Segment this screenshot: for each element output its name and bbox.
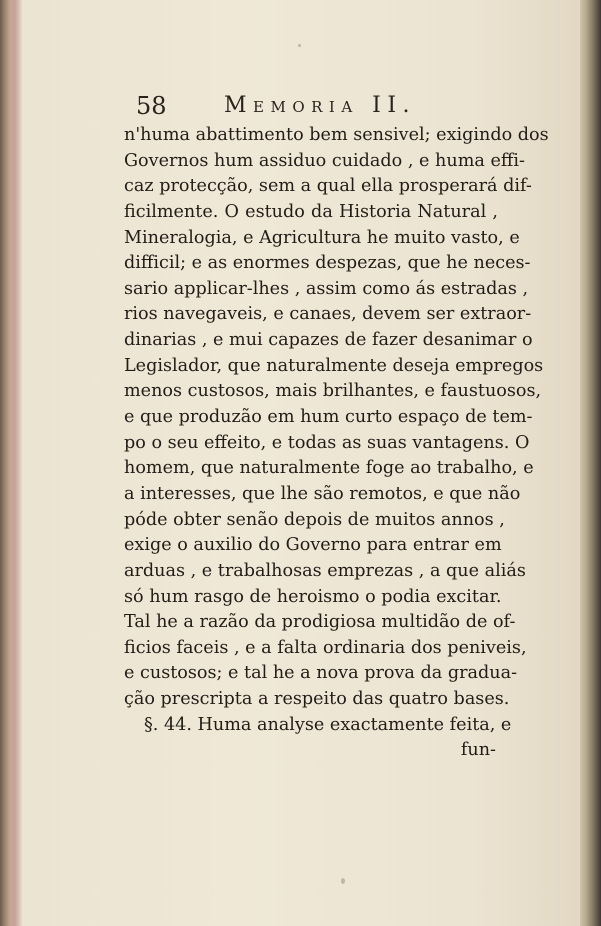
- text-line: ficios faceis , e a falta ordinaria dos peniveis,: [124, 637, 527, 658]
- text-line: rios navegaveis, e canaes, devem ser extraor-: [124, 304, 532, 325]
- text-line: menos custosos, mais brilhantes, e faustuosos,: [124, 381, 542, 402]
- text-line: a interesses, que lhe são remotos, e que não: [124, 483, 521, 504]
- text-line: póde obter senão depois de muitos annos ,: [124, 509, 505, 530]
- catchword: fun-: [460, 740, 496, 761]
- text-line: arduas , e trabalhosas emprezas , a que aliás: [124, 560, 526, 581]
- page-number: 58: [136, 92, 167, 120]
- book-binding-gutter: [0, 0, 22, 926]
- text-line: ficilmente. O estudo da Historia Natural ,: [124, 201, 498, 222]
- text-line: exige o auxilio do Governo para entrar em: [124, 535, 502, 556]
- text-line: ção prescripta a respeito das quatro bases.: [124, 689, 510, 710]
- page-edge-shadow: [580, 0, 601, 926]
- text-line: n'huma abattimento bem sensivel; exigindo dos: [124, 125, 549, 145]
- text-line: caz protecção, sem a qual ella prosperará dif-: [124, 176, 532, 197]
- text-line: Governos hum assiduo cuidado , e huma effi-: [124, 150, 525, 171]
- text-line: Legislador, que naturalmente deseja empregos: [124, 355, 544, 376]
- paper-speck: [341, 878, 345, 884]
- text-line: sario applicar-lhes , assim como ás estradas ,: [124, 278, 529, 299]
- text-line: dinarias , e mui capazes de fazer desanimar o: [124, 330, 533, 351]
- text-line: só hum rasgo de heroismo o podia excitar.: [124, 586, 502, 607]
- text-line: e custosos; e tal he a nova prova da gradua-: [124, 663, 518, 684]
- body-text: [124, 123, 549, 764]
- text-line: homem, que naturalmente foge ao trabalho, e: [124, 458, 534, 479]
- text-line: Tal he a razão da prodigiosa multidão de of-: [124, 612, 516, 633]
- paper-speck: [298, 44, 301, 47]
- text-line: difficil; e as enormes despezas, que he neces-: [124, 253, 531, 274]
- text-line: e que produzão em hum curto espaço de tem-: [124, 407, 533, 428]
- text-line: po o seu effeito, e todas as suas vantagens. O: [124, 432, 530, 453]
- running-head: [0, 91, 601, 121]
- text-line: Mineralogia, e Agricultura he muito vasto, e: [124, 227, 520, 248]
- running-head-title: Memoria II.: [224, 93, 417, 118]
- section-44-line: §. 44. Huma analyse exactamente feita, e: [144, 714, 512, 735]
